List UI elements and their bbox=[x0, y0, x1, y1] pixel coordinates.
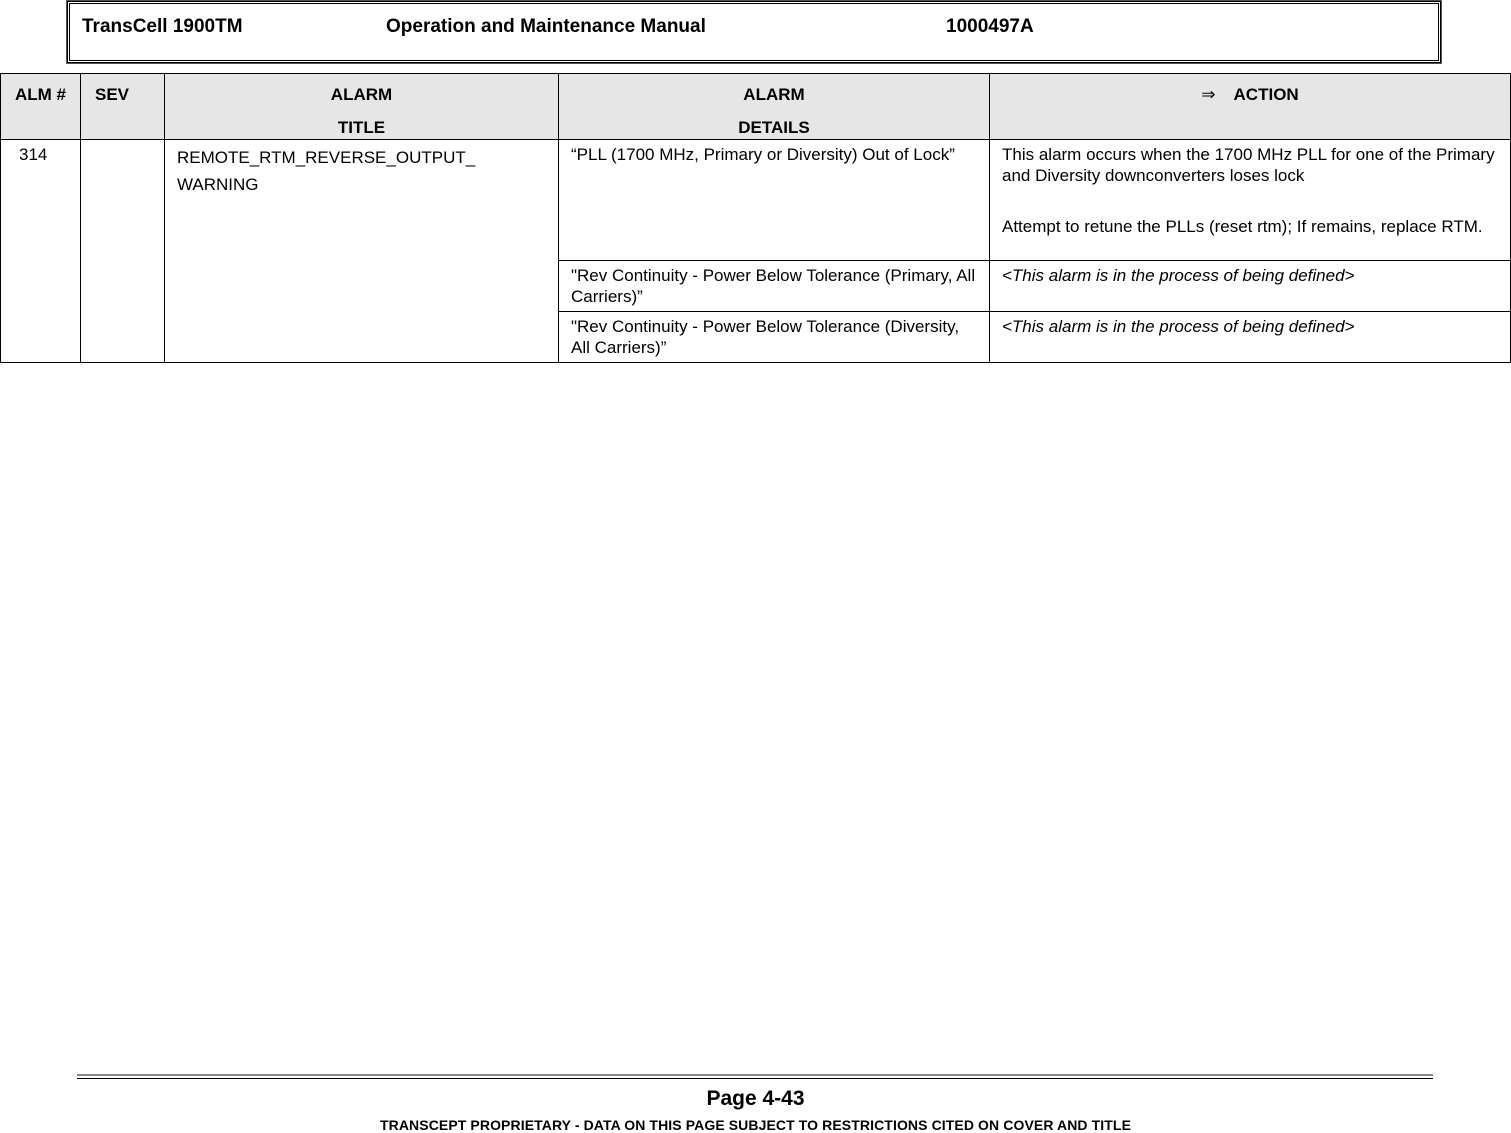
alarm-details-cell bbox=[559, 312, 990, 363]
document-number: 1000497A bbox=[946, 16, 1034, 37]
alarm-details: "Rev Continuity - Power Below Tolerance (Diversity, All Carriers)” bbox=[571, 317, 960, 357]
alarm-details-cell bbox=[559, 140, 990, 261]
alarm-title-line2: WARNING bbox=[177, 175, 259, 194]
column-header-sev bbox=[81, 74, 165, 140]
action-description: <This alarm is in the process of being defined> bbox=[1002, 317, 1355, 336]
column-header-alarm-details bbox=[559, 74, 990, 140]
alarm-details-cell bbox=[559, 261, 990, 312]
column-header-alarm-title bbox=[165, 74, 559, 140]
action-instruction: Attempt to retune the PLLs (reset rtm); If remains, replace RTM. bbox=[1002, 217, 1483, 236]
alarm-action-cell bbox=[990, 312, 1511, 363]
product-name: TransCell 1900TM bbox=[82, 16, 243, 37]
alarm-action-cell bbox=[990, 261, 1511, 312]
footer-divider bbox=[77, 1074, 1433, 1076]
column-header-alm-label: ALM # bbox=[15, 85, 66, 104]
column-header-action bbox=[990, 74, 1511, 140]
alarm-table bbox=[0, 73, 1511, 363]
alarm-details: “PLL (1700 MHz, Primary or Diversity) Out of Lock” bbox=[571, 145, 955, 164]
footer-divider-thin bbox=[77, 1078, 1433, 1079]
action-description: <This alarm is in the process of being defined> bbox=[1002, 266, 1355, 285]
alarm-action-cell bbox=[990, 140, 1511, 261]
column-header-alarm-title-line2: TITLE bbox=[337, 118, 386, 137]
column-header-alarm-details-line2: DETAILS bbox=[738, 118, 810, 137]
alarm-title-line1: REMOTE_RTM_REVERSE_OUTPUT_ bbox=[177, 148, 476, 167]
action-description: This alarm occurs when the 1700 MHz PLL for one of the Primary and Diversity downconverters loses lock bbox=[1002, 145, 1495, 185]
column-header-sev-label: SEV bbox=[95, 85, 130, 104]
table-row bbox=[1, 140, 1511, 261]
alarm-severity-cell bbox=[81, 140, 165, 363]
column-header-alarm-title-line1: ALARM bbox=[330, 85, 393, 104]
page-header bbox=[67, 1, 1441, 63]
column-header-action-label: ACTION bbox=[1233, 85, 1299, 104]
page-number: Page 4-43 bbox=[706, 1087, 805, 1110]
alarm-severity bbox=[81, 140, 164, 148]
proprietary-notice: TRANSCEPT PROPRIETARY - DATA ON THIS PAGE SUBJECT TO RESTRICTIONS CITED ON COVER AND TITLE bbox=[379, 1117, 1132, 1133]
alarm-number: 314 bbox=[19, 145, 48, 164]
manual-title: Operation and Maintenance Manual bbox=[386, 16, 706, 37]
alarm-number-cell bbox=[1, 140, 81, 363]
column-header-alm bbox=[1, 74, 81, 140]
right-arrow-icon: ⇒ bbox=[1201, 85, 1216, 104]
column-header-alarm-details-line1: ALARM bbox=[743, 85, 805, 104]
alarm-title-cell bbox=[165, 140, 559, 363]
alarm-details: "Rev Continuity - Power Below Tolerance (Primary, All Carriers)” bbox=[571, 266, 976, 306]
table-header-row bbox=[1, 74, 1511, 140]
